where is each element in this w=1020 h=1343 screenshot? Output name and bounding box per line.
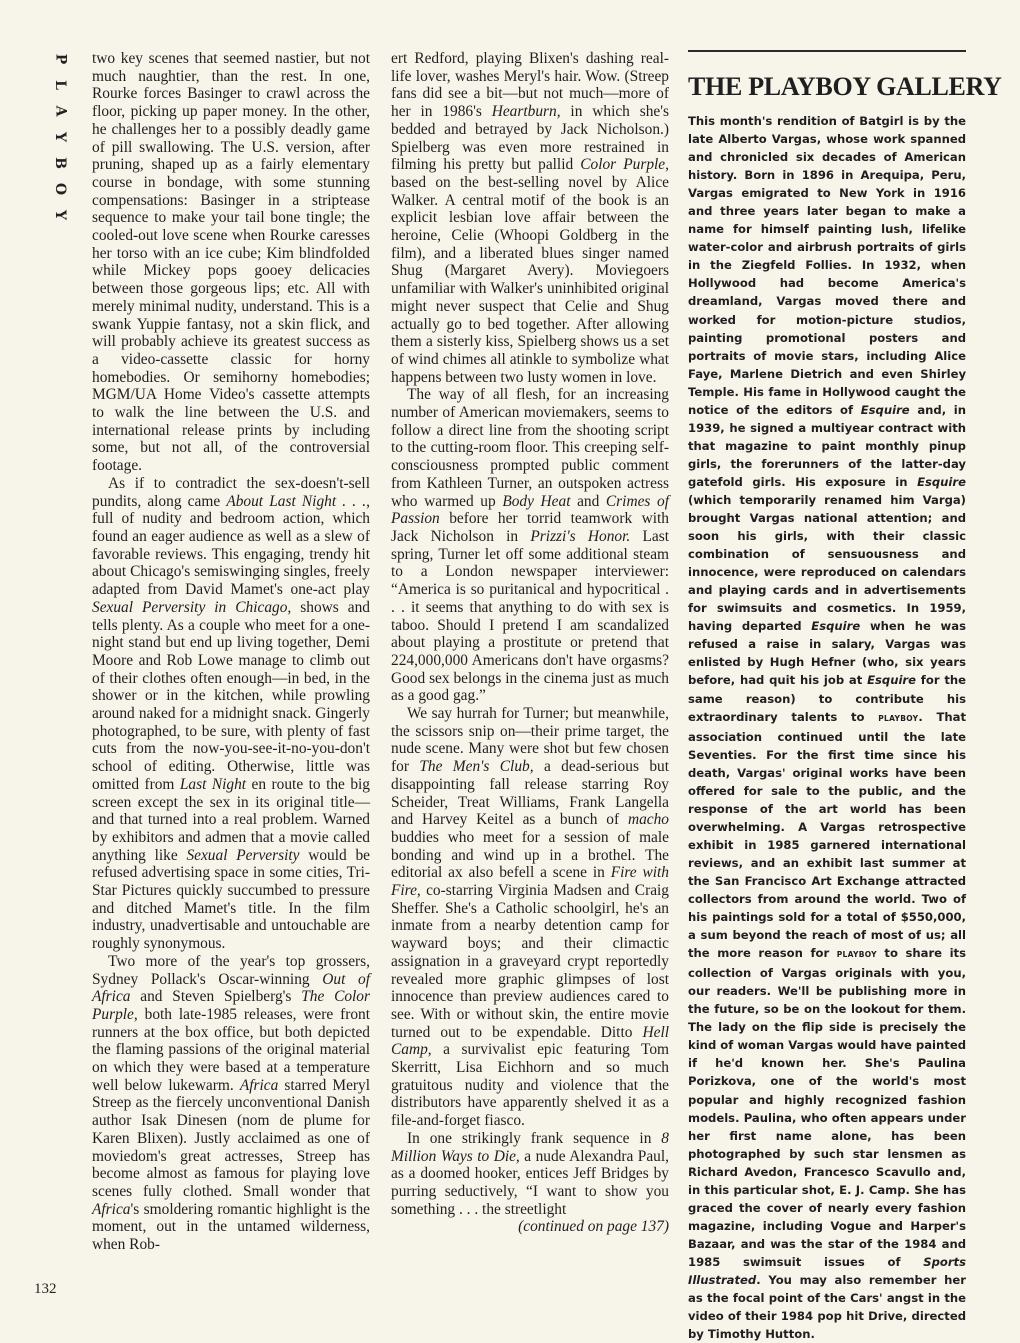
continued-note: (continued on page 137) xyxy=(518,1218,669,1236)
text-run: en route to the big screen except the sex in its original title—and that turned into a real problem. Warned by exhibitors and admen that a movie called anything like xyxy=(92,775,371,864)
text-run: both late-1985 releases, were front runners at the box office, but both depicted the flaming passions of the original material on which they were based at a temperature well below lukewarm. xyxy=(92,1005,370,1094)
article-column-2 xyxy=(391,50,669,1236)
magazine-title: Sports Illustrated xyxy=(688,1254,966,1287)
magazine-title: Esquire xyxy=(811,619,861,634)
text-run: and xyxy=(570,492,606,510)
text-run: . You may also remember her as the focal point of the Cars' angst in the video of their 1984 pop hit Drive, directed by Timothy Hutton. xyxy=(688,1273,966,1342)
text-run: based on the best-selling novel by Alice Walker. A central motif of the book is an explicit lesbian love affair between the heroine, Celie (Whoopi Goldberg in the film), and a liberated blues singer named Shug (Margaret Avery). Moviegoers unfamiliar with Walker's uninhibited original might never suspect that Celie and Shug actually go to bed together. After allowing them a sisterly kiss, Spielberg shows us a set of wind chimes all atinkle to symbolize what happens between two lusty women in love. xyxy=(391,173,669,386)
film-title: Fire with Fire, xyxy=(391,864,669,900)
film-title: 8 Million Ways to Die, xyxy=(391,1129,669,1165)
text-run: As if to contradict the sex-doesn't-sell pundits, along came xyxy=(92,474,370,510)
text-run: a nude Alexandra Paul, as a doomed hooker, entices Jeff Bridges by purring seductively, “I want to show you something . . . the streetlight xyxy=(391,1147,669,1218)
spine-masthead xyxy=(52,52,68,222)
film-title: Heartburn, xyxy=(491,103,561,121)
film-title: Africa xyxy=(239,1076,279,1094)
text-run: We say hurrah for Turner; but meanwhile, the scissors snip on—their prime target, the nude scene. Many were shot but few chosen for xyxy=(391,705,669,776)
paragraph xyxy=(391,1130,669,1219)
text-run: In one strikingly frank sequence in xyxy=(407,1129,662,1147)
film-title: About Last Night . . . xyxy=(226,492,367,510)
film-title: Crimes of Passion xyxy=(391,492,669,528)
text-run: in which she's bedded and betrayed by Jack Nicholson.) Spielberg was even more restrained in filming his pretty but pallid xyxy=(391,103,669,174)
text-run: shows and tells plenty. As a couple who meet for a one-night stand but end up living together, Demi Moore and Rob Lowe manage to climb out of their clothes often enough—in bed, in the shower or in the kitchen, while prowling around naked for a midnight snack. Gingerly photographed, to be sure, with plenty of fast cuts from the now-you-see-it-no-you-don't school of editing. Otherwise, little was omitted from xyxy=(92,598,370,793)
film-title: Body Heat xyxy=(502,492,571,510)
text-run: for the same reason) to contribute his extraordinary talents to xyxy=(688,673,966,724)
paragraph: two key scenes that seemed nastier, but not much naughtier, than the rest. In one, Rourke forces Basinger to crawl across the floor, picking up paper money. In the other, he challenges her to a possibly deadly game of pill swallowing. The U.S. version, after pruning, shaped up as a fairly elementary course in bondage, with some stunning compensations: Basinger in a striptease sequence to make your tail bone tingle; the cooled-out love scene when Rourke caresses her torso with an ice cube; Kim blindfolded while Mickey pops gooey delicacies between those gorgeous lips; etc. All with merely minimal nudity, understand. This is a swank Yuppie fantasy, not a skin flick, and will probably achieve its greatest success as a video-cassette classic for horny homebodies. Or semihorny homebodies; MGM/UA Home Video's cassette attempts to walk the line between the U.S. and international release prints by including some, but not all, of the controversial footage. xyxy=(92,50,370,475)
magazine-title: Esquire xyxy=(867,673,917,688)
film-title: Sexual Perversity xyxy=(186,846,300,864)
text-run: starred Meryl Streep as the fiercely unconventional Danish author Isak Dinesen (nom de plume for Karen Blixen). Justly acclaimed as one of moviedom's great actresses, Streep has become almost as famous for playing love scenes fully clothed. Small wonder that xyxy=(92,1076,370,1200)
magazine-title: Esquire xyxy=(917,474,966,489)
paragraph xyxy=(391,705,669,1130)
text-run: 's smoldering romantic highlight is the moment, out in the untamed wilderness, when Rob- xyxy=(92,1200,370,1254)
text-run: (which temporarily renamed him Varga) brought Vargas national attention; and soon his girls, with their classic combination of sensuousness and innocence, were reproduced on calendars and playing cards and in advertisements for swimsuits and cosmetics. In 1959, having departed xyxy=(688,492,966,634)
film-title: Hell Camp, xyxy=(391,1023,669,1059)
film-title: Africa xyxy=(92,1200,131,1218)
gallery-body xyxy=(688,112,966,1343)
spine-letter: L xyxy=(52,80,68,90)
emphasis: macho xyxy=(627,811,669,829)
text-run: Last spring, Turner let off some additional steam to a London newspaper interviewer: “America is so puritanical and hypocritical . . . it seems that anything to do with sex is taboo. Should I pretend I am scandalized about playing a prostitute or pretend that 224,000,000 Americans don't have orgasms? Good sex belongs in the cinema just as much as a good gag.” xyxy=(391,527,669,705)
film-title: Color Purple, xyxy=(580,156,669,174)
text-run: ert Redford, playing Blixen's dashing real-life lover, washes Meryl's hair. Wow. (Streep fans did see a bit—but not much—more of her in 1986's xyxy=(391,50,669,121)
text-run: Two more of the year's top grossers, Sydney Pollack's Oscar-winning xyxy=(92,952,370,988)
film-title: Out of Africa xyxy=(92,970,370,1006)
text-run: buddies who meet for a session of male bonding and wind up in a brothel. The editorial ax also befell a scene in xyxy=(391,828,669,882)
spine-letter: B xyxy=(52,157,68,169)
text-run: The way of all flesh, for an increasing number of American moviemakers, seems to follow a direct line from the shooting script to the cutting-room floor. This creeping self-consciousness prompted public comment from Kathleen Turner, an outspoken actress who warmed up xyxy=(391,386,669,510)
section-divider xyxy=(688,50,966,52)
film-title: Prizzi's Honor. xyxy=(530,527,631,545)
text-run: co-starring Virginia Madsen and Craig Sheffer. She's a Catholic schoolgirl, he's an inmate from a nearby detention camp for wayward boys; and their climactic assignation in a graveyard crypt reportedly revealed more graphic glimpses of lost innocence than preview audiences cared to see. With or without skin, the entire movie turned out to be expendable. Ditto xyxy=(391,882,669,1041)
spine-letter: Y xyxy=(52,210,68,220)
paragraph xyxy=(391,50,669,386)
magazine-title: Esquire xyxy=(860,402,910,417)
film-title: Last Night xyxy=(179,775,247,793)
spine-letter: A xyxy=(52,105,68,117)
spine-letter: Y xyxy=(52,132,68,142)
text-run: to share its collection of Vargas originals with you, our readers. We'll be publishing more in the future, so be on the lookout for them. The lady on the flip side is precisely the kind of woman Vargas would have painted if he'd known her. She's Paulina Porizkova, one of the world's most popular and highly recognized fashion models. Paulina, who often appears under her first name alone, has been photographed by such star lensmen as Richard Avedon, Francesco Scavullo and, in this particular shot, E. J. Camp. She has graced the cover of nearly every fashion magazine, including Vogue and Harper's Bazaar, and was the star of the 1984 and 1985 swimsuit issues of xyxy=(688,946,966,1269)
spine-letter: O xyxy=(51,182,68,196)
film-title: The Color Purple, xyxy=(92,988,370,1023)
text-run: and, in 1939, he signed a multiyear contract with that magazine to paint monthly pinup girls, the forerunners of the latter-day gatefold girls. His exposure in xyxy=(688,402,966,489)
text-run: would be refused advertising space in some cities, Tri-Star Pictures quickly succumbed to pressure and ditched Mamet's title. In the film industry, unadvertisable and untouchable are roughly synonymous. xyxy=(92,846,370,953)
text-run: before her torrid teamwork with Jack Nicholson in xyxy=(391,510,669,545)
paragraph xyxy=(92,953,370,1254)
text-run: when he was refused a raise in salary, Vargas was enlisted by Hugh Hefner (who, six years before, had quit his job at xyxy=(688,619,966,688)
playboy-smallcaps: PLAYBOY xyxy=(836,950,877,960)
text-run: a dead-serious but disappointing fall release starring Roy Scheider, Treat Williams, Frank Langella and Harvey Keitel as a bunch of xyxy=(391,758,669,829)
playboy-gallery-sidebar xyxy=(688,50,1002,1343)
paragraph xyxy=(92,475,370,953)
film-title: The Men's Club, xyxy=(419,758,534,776)
text-run: . That association continued until the late Seventies. For the first time since his death, Vargas' original works have been offered for sale to the public, and the response of the art world has been overwhelming. A Vargas retrospective exhibit in 1985 garnered international reviews, and an exhibit last summer at the San Francisco Art Exchange attracted collectors from around the world. Two of his paintings sold for a total of $550,000, a sum beyond the reach of most of us; all the more reason for xyxy=(688,709,966,961)
film-title: Sexual Perversity in Chicago, xyxy=(92,598,292,616)
article-column-1 xyxy=(92,50,370,1254)
gallery-title: THE PLAYBOY GALLERY xyxy=(688,72,1002,101)
paragraph xyxy=(391,386,669,705)
text-run: , full of nudity and bedroom action, which found an eager audience as well as a slew of favorable reviews. This engaging, trendy hit about Chicago's semiswinging singles, freely adapted from David Mamet's one-act play xyxy=(92,492,370,599)
playboy-smallcaps: PLAYBOY xyxy=(878,713,919,723)
page-number: 132 xyxy=(34,1281,57,1297)
text-run: a survivalist epic featuring Tom Skerritt, Lisa Eichhorn and so much gratuitous nudity and violence that the distributors have apparently shelved it as a file-and-forget fiasco. xyxy=(391,1041,669,1130)
text-run: This month's rendition of Batgirl is by the late Alberto Vargas, whose work spanned and chronicled six decades of American history. Born in 1896 in Arequipa, Peru, Vargas emigrated to New York in 1916 and three years later began to make a name for himself painting lush, lifelike water-color and airbrush portraits of girls in the Ziegfeld Follies. In 1932, when Hollywood had become America's dreamland, Vargas moved there and worked for motion-picture studios, painting promotional posters and portraits of movie stars, including Alice Faye, Marlene Dietrich and even Shirley Temple. His fame in Hollywood caught the notice of the editors of xyxy=(688,114,966,417)
spine-letter: P xyxy=(52,53,68,65)
text-run: and Steven Spielberg's xyxy=(130,988,302,1006)
